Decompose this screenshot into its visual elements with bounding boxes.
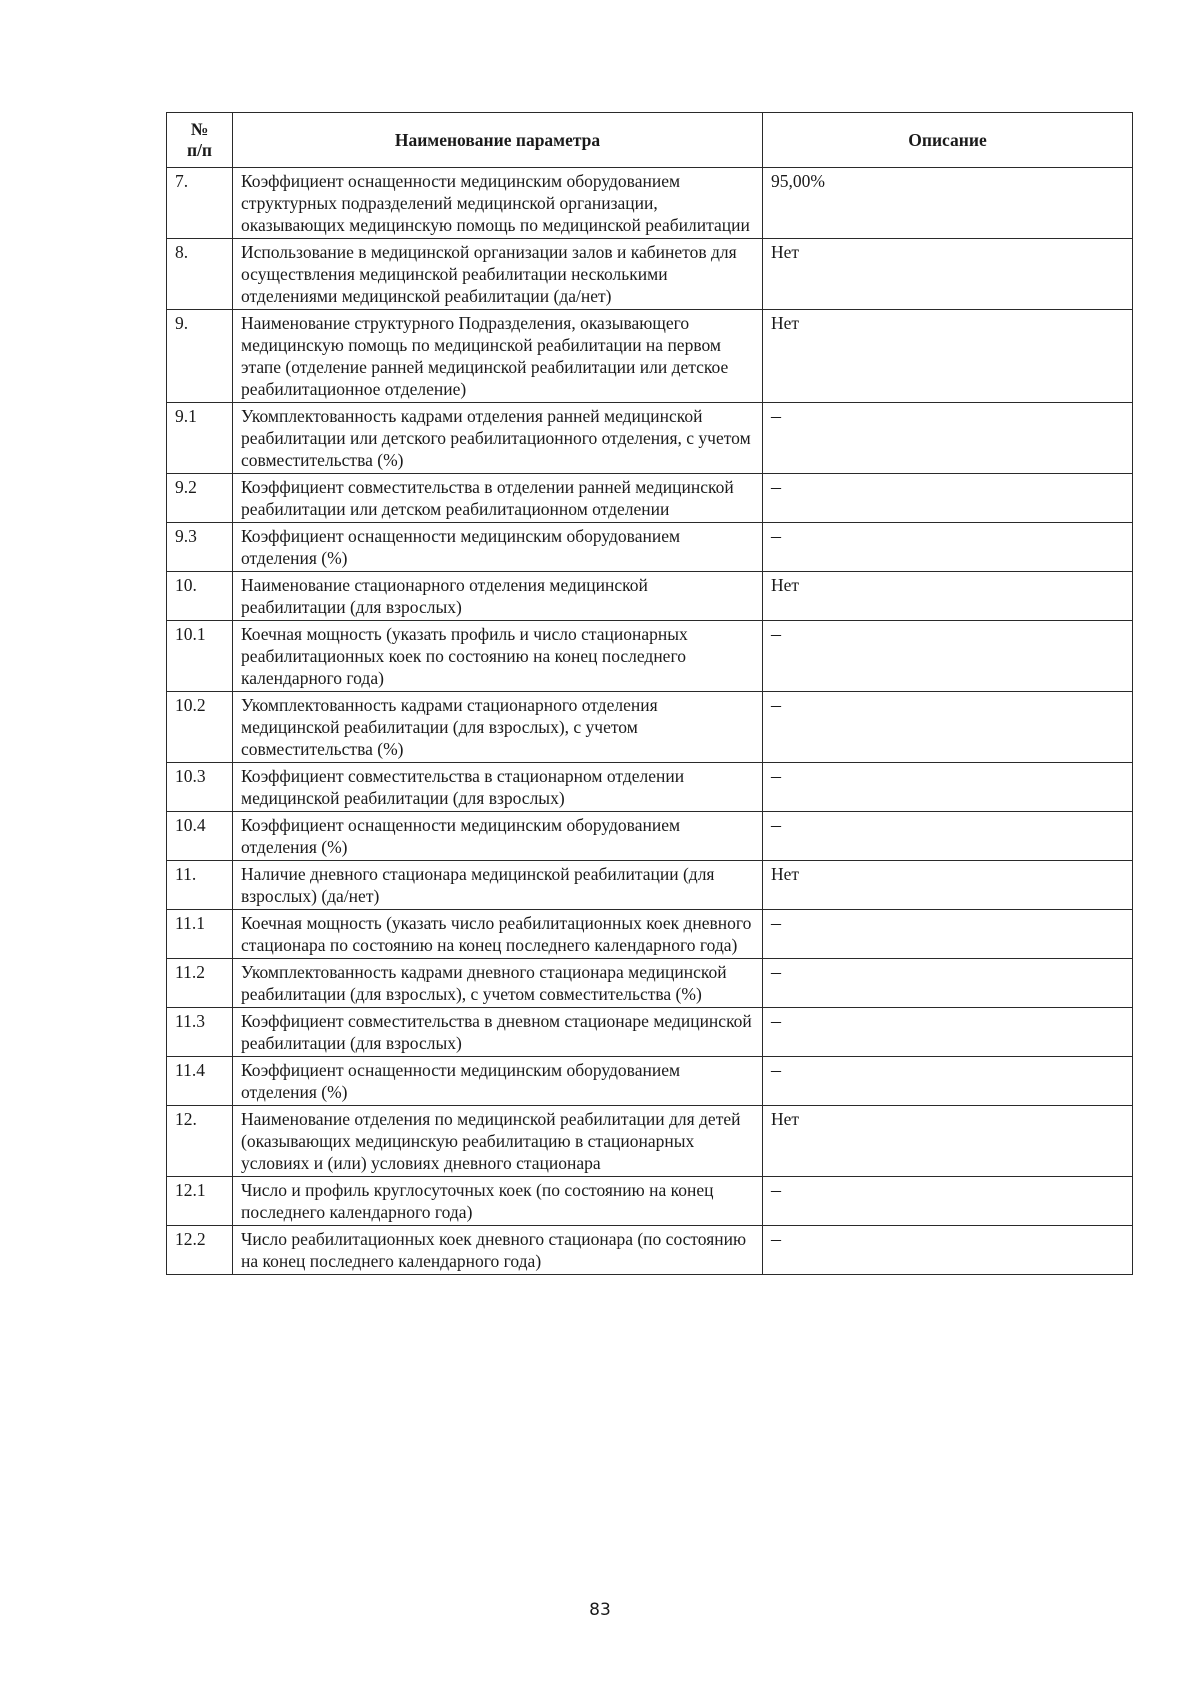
row-description: – — [763, 523, 1133, 572]
table-row — [167, 692, 1133, 763]
row-number: 7. — [167, 168, 233, 239]
table-row — [167, 403, 1133, 474]
row-number: 9.1 — [167, 403, 233, 474]
row-description: 95,00% — [763, 168, 1133, 239]
row-description: – — [763, 1226, 1133, 1275]
row-description: – — [763, 959, 1133, 1008]
row-description: – — [763, 1008, 1133, 1057]
row-parameter-name: Наименование структурного Подразделения, оказывающего медицинскую помощь по медицинской реабилитации на первом этапе (отделение ранней медицинской реабилитации или детское реабилитационное отделение) — [233, 310, 763, 403]
row-parameter-name: Коэффициент совместительства в стационарном отделении медицинской реабилитации (для взрослых) — [233, 763, 763, 812]
table-row — [167, 861, 1133, 910]
row-parameter-name: Коэффициент оснащенности медицинским оборудованием структурных подразделений медицинской организации, оказывающих медицинскую помощь по медицинской реабилитации — [233, 168, 763, 239]
row-number: 11. — [167, 861, 233, 910]
table-row — [167, 1226, 1133, 1275]
table-row — [167, 1177, 1133, 1226]
row-description: Нет — [763, 861, 1133, 910]
row-number: 11.3 — [167, 1008, 233, 1057]
row-parameter-name: Коечная мощность (указать число реабилитационных коек дневного стационара по состоянию на конец последнего календарного года) — [233, 910, 763, 959]
row-number: 12.1 — [167, 1177, 233, 1226]
header-parameter-name: Наименование параметра — [233, 113, 763, 168]
header-number — [167, 113, 233, 168]
row-number: 8. — [167, 239, 233, 310]
row-parameter-name: Наименование стационарного отделения медицинской реабилитации (для взрослых) — [233, 572, 763, 621]
table-row — [167, 523, 1133, 572]
row-description: Нет — [763, 1106, 1133, 1177]
row-parameter-name: Наименование отделения по медицинской реабилитации для детей (оказывающих медицинскую реабилитацию в стационарных условиях и (или) условиях дневного стационара — [233, 1106, 763, 1177]
row-description: – — [763, 812, 1133, 861]
table-row — [167, 474, 1133, 523]
row-description: Нет — [763, 239, 1133, 310]
row-parameter-name: Использование в медицинской организации залов и кабинетов для осуществления медицинской реабилитации несколькими отделениями медицинской реабилитации (да/нет) — [233, 239, 763, 310]
row-number: 12.2 — [167, 1226, 233, 1275]
row-parameter-name: Коечная мощность (указать профиль и число стационарных реабилитационных коек по состоянию на конец последнего календарного года) — [233, 621, 763, 692]
row-description: – — [763, 1057, 1133, 1106]
row-description: – — [763, 692, 1133, 763]
row-parameter-name: Коэффициент совместительства в отделении ранней медицинской реабилитации или детском реабилитационном отделении — [233, 474, 763, 523]
row-parameter-name: Укомплектованность кадрами стационарного отделения медицинской реабилитации (для взрослых), с учетом совместительства (%) — [233, 692, 763, 763]
row-number: 9. — [167, 310, 233, 403]
row-number: 12. — [167, 1106, 233, 1177]
table-row — [167, 572, 1133, 621]
row-description: – — [763, 763, 1133, 812]
row-description: – — [763, 474, 1133, 523]
table-row — [167, 621, 1133, 692]
table-header-row — [167, 113, 1133, 168]
row-number: 9.2 — [167, 474, 233, 523]
row-number: 10.2 — [167, 692, 233, 763]
header-number-symbol: № п/п — [186, 119, 213, 160]
row-description: – — [763, 621, 1133, 692]
header-description: Описание — [763, 113, 1133, 168]
table-row — [167, 910, 1133, 959]
row-number: 10.1 — [167, 621, 233, 692]
table-row — [167, 1057, 1133, 1106]
row-number: 10.4 — [167, 812, 233, 861]
row-number: 10.3 — [167, 763, 233, 812]
row-parameter-name: Коэффициент оснащенности медицинским оборудованием отделения (%) — [233, 812, 763, 861]
row-number: 9.3 — [167, 523, 233, 572]
parameters-table — [166, 112, 1133, 1275]
row-number: 10. — [167, 572, 233, 621]
row-parameter-name: Коэффициент оснащенности медицинским оборудованием отделения (%) — [233, 1057, 763, 1106]
table-row — [167, 763, 1133, 812]
row-description: – — [763, 1177, 1133, 1226]
table-body — [167, 168, 1133, 1275]
page-number: 83 — [589, 1600, 611, 1620]
row-parameter-name: Укомплектованность кадрами отделения ранней медицинской реабилитации или детского реабилитационного отделения, с учетом совместительства (%) — [233, 403, 763, 474]
table-row — [167, 959, 1133, 1008]
table-row — [167, 310, 1133, 403]
row-number: 11.1 — [167, 910, 233, 959]
table-row — [167, 168, 1133, 239]
row-parameter-name: Наличие дневного стационара медицинской реабилитации (для взрослых) (да/нет) — [233, 861, 763, 910]
table-row — [167, 1008, 1133, 1057]
row-parameter-name: Коэффициент совместительства в дневном стационаре медицинской реабилитации (для взрослых) — [233, 1008, 763, 1057]
row-parameter-name: Коэффициент оснащенности медицинским оборудованием отделения (%) — [233, 523, 763, 572]
row-number: 11.2 — [167, 959, 233, 1008]
table-row — [167, 812, 1133, 861]
row-description: Нет — [763, 572, 1133, 621]
row-description: Нет — [763, 310, 1133, 403]
row-description: – — [763, 403, 1133, 474]
table-row — [167, 239, 1133, 310]
row-number: 11.4 — [167, 1057, 233, 1106]
row-parameter-name: Число реабилитационных коек дневного стационара (по состоянию на конец последнего календарного года) — [233, 1226, 763, 1275]
row-parameter-name: Укомплектованность кадрами дневного стационара медицинской реабилитации (для взрослых), с учетом совместительства (%) — [233, 959, 763, 1008]
table-row — [167, 1106, 1133, 1177]
row-parameter-name: Число и профиль круглосуточных коек (по состоянию на конец последнего календарного года) — [233, 1177, 763, 1226]
row-description: – — [763, 910, 1133, 959]
